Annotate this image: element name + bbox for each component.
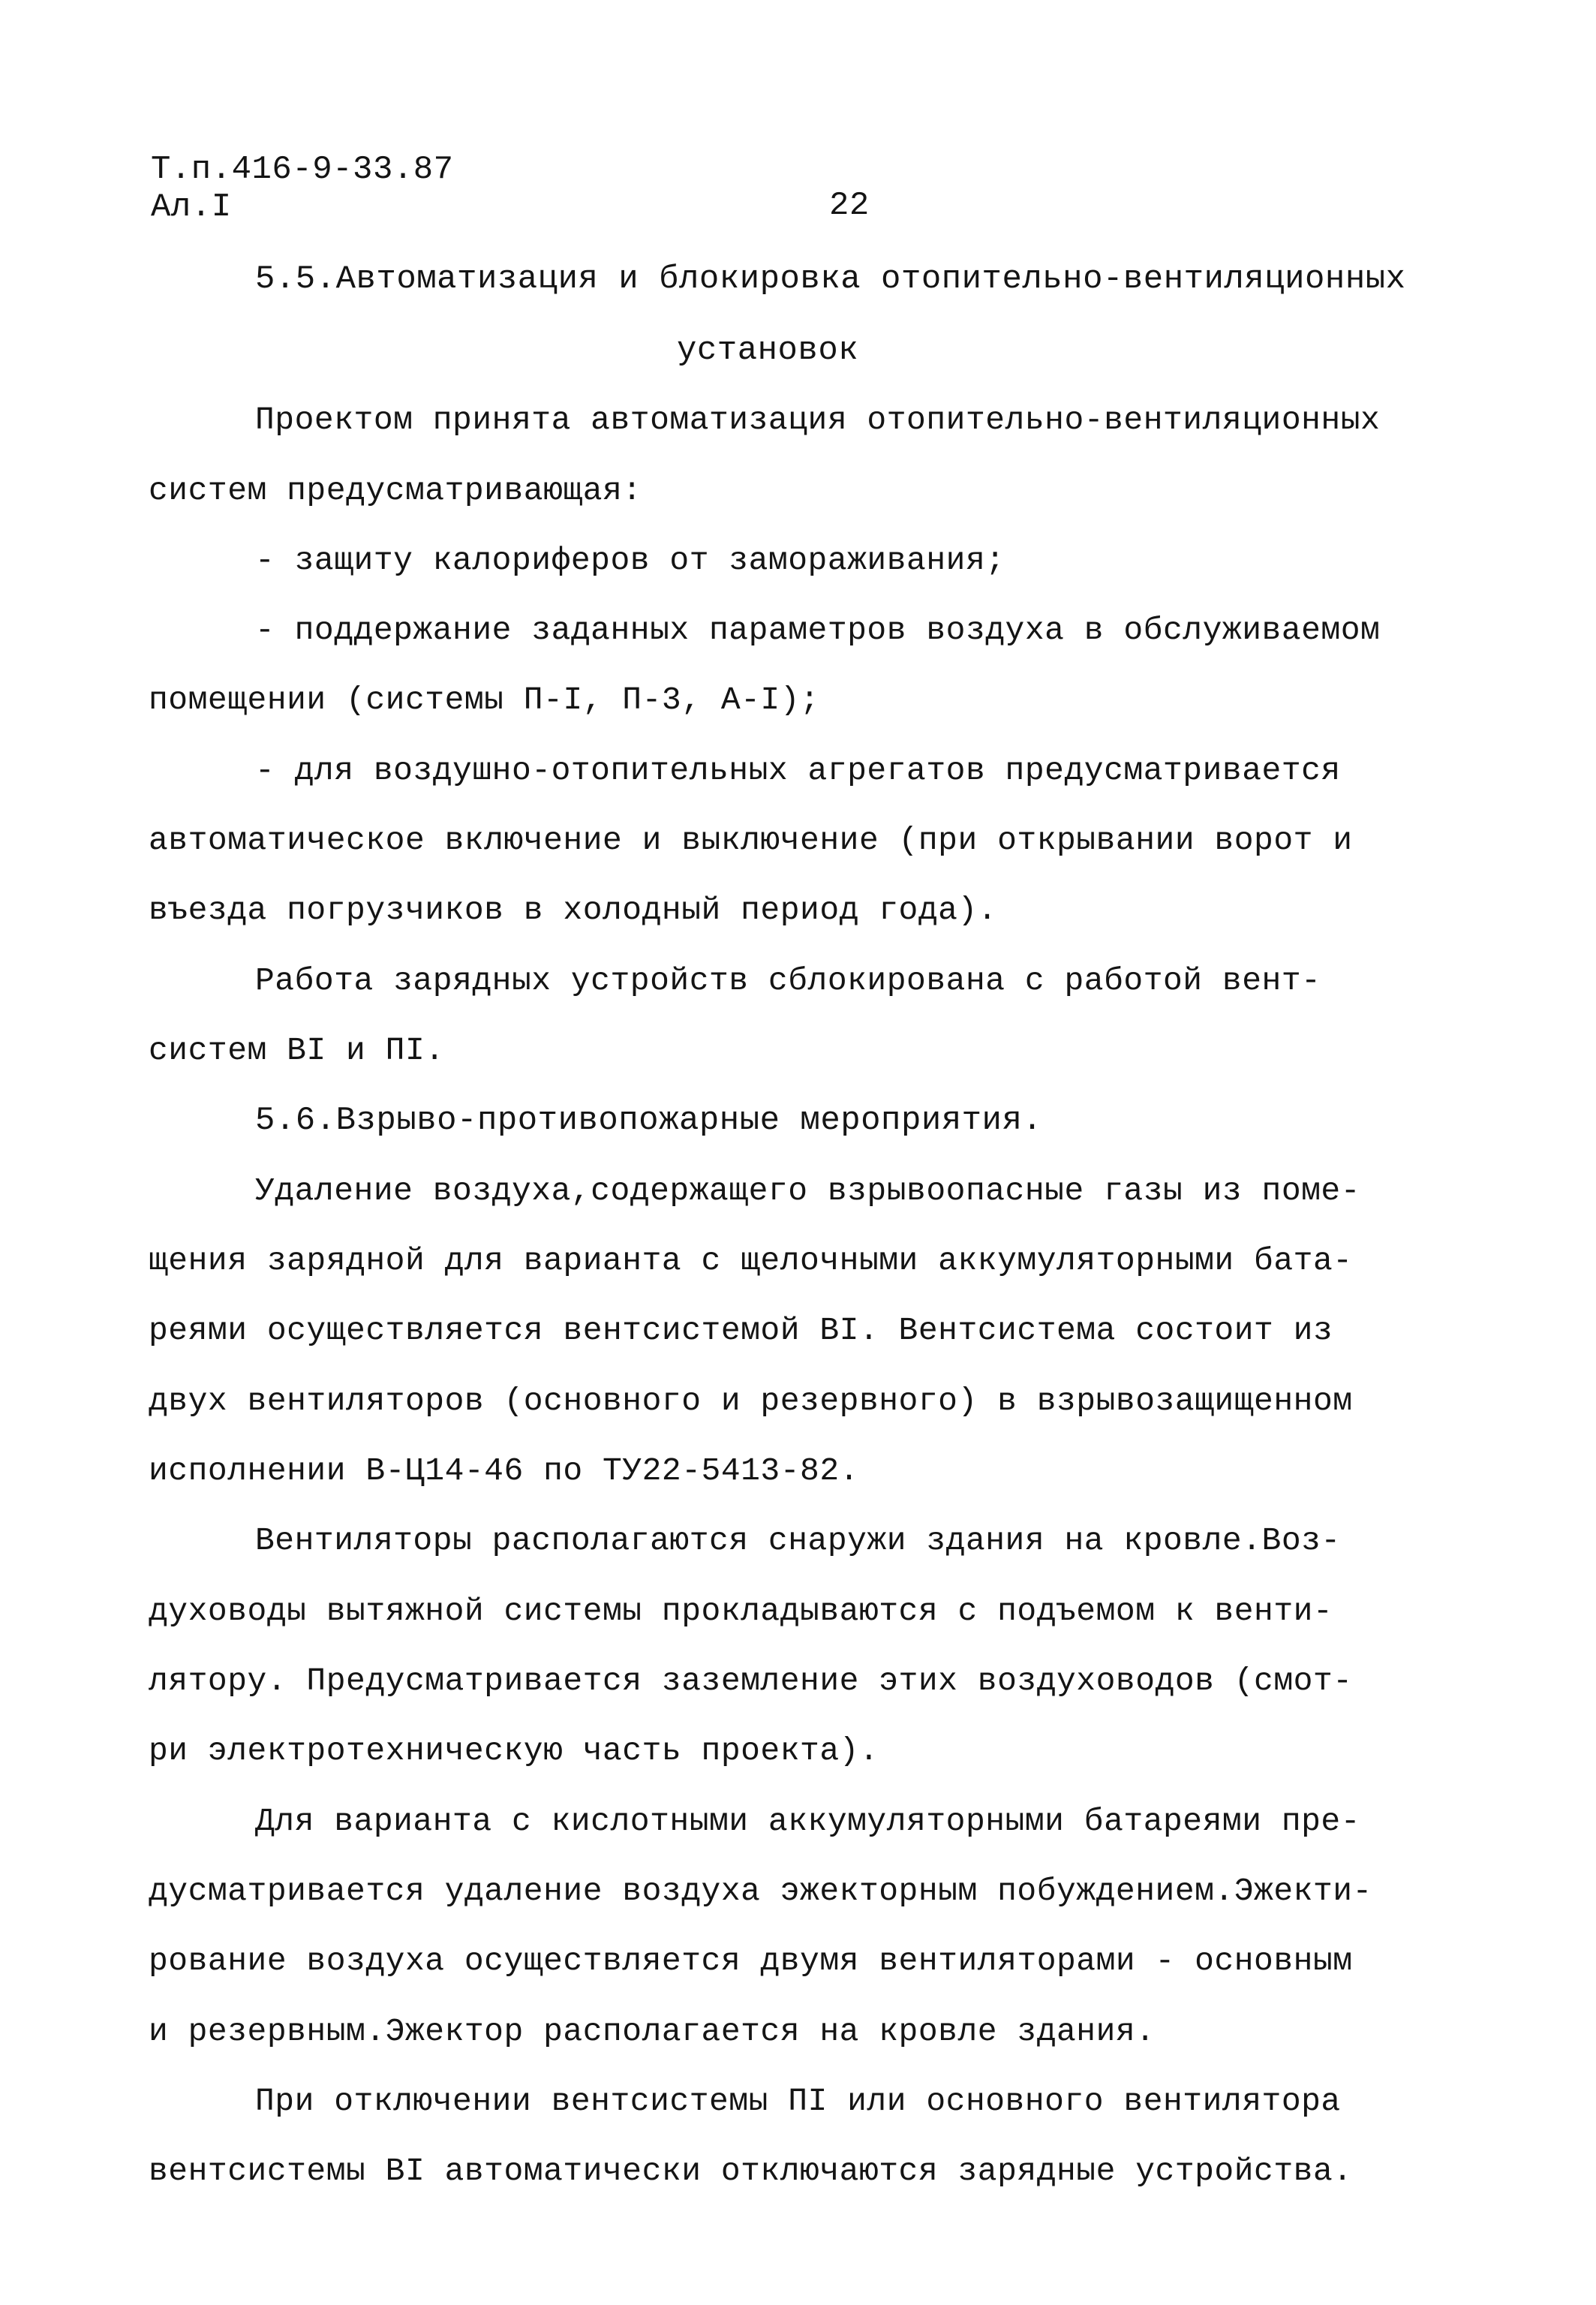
paragraph-line: При отключении вентсистемы ПI или основного вентилятора (255, 2083, 1341, 2120)
section-5-6-title: 5.6.Взрыво-противопожарные мероприятия. (255, 1102, 1043, 1139)
paragraph-line: систем BI и ПI. (149, 1032, 445, 1069)
paragraph-line: исполнении В-Ц14-46 по ТУ22-5413-82. (149, 1452, 859, 1489)
paragraph-line: Проектом принята автоматизация отопительно-вентиляционных (255, 402, 1381, 438)
paragraph-line: дусматривается удаление воздуха эжекторным побуждением.Эжекти- (149, 1873, 1372, 1909)
paragraph-line: вентсистемы BI автоматически отключаются зарядные устройства. (149, 2153, 1353, 2189)
list-item-line: автоматическое включение и выключение (при открывании ворот и (149, 822, 1353, 859)
paragraph-line: лятору. Предусматривается заземление этих воздуховодов (смот- (149, 1663, 1353, 1699)
paragraph-line: Удаление воздуха,содержащего взрывоопасные газы из поме- (255, 1172, 1361, 1209)
list-item-line: - поддержание заданных параметров воздуха в обслуживаемом (255, 612, 1381, 648)
album-label: Ал.I (151, 188, 232, 226)
paragraph-line: систем предусматривающая: (149, 472, 642, 509)
paragraph-line: ри электротехническую часть проекта). (149, 1732, 879, 1769)
paragraph-line: щения зарядной для варианта с щелочными аккумуляторными бата- (149, 1242, 1353, 1279)
section-5-5-title-line-1: 5.5.Автоматизация и блокировка отопительно-вентиляционных (255, 260, 1406, 298)
section-5-5-title-line-2: установок (677, 332, 859, 369)
list-item-line: - защиту калориферов от замораживания; (255, 542, 1005, 579)
paragraph-line: рование воздуха осуществляется двумя вентиляторами - основным (149, 1942, 1353, 1979)
doc-code: Т.п.416-9-33.87 (151, 151, 454, 188)
paragraph-line: и резервным.Эжектор располагается на кровле здания. (149, 2013, 1156, 2050)
paragraph-line: Для варианта с кислотными аккумуляторными батареями пре- (255, 1803, 1361, 1840)
list-item-line: въезда погрузчиков в холодный период года). (149, 892, 998, 928)
paragraph-line: двух вентиляторов (основного и резервного) в взрывозащищенном (149, 1383, 1353, 1419)
paragraph-line: Вентиляторы располагаются снаружи здания на кровле.Воз- (255, 1522, 1341, 1559)
list-item-line: помещении (системы П-I, П-3, А-I); (149, 682, 820, 718)
paragraph-line: Работа зарядных устройств сблокирована с работой вент- (255, 962, 1321, 999)
page-number: 22 (829, 187, 870, 224)
list-item-line: - для воздушно-отопительных агрегатов предусматривается (255, 752, 1341, 789)
paragraph-line: духоводы вытяжной системы прокладываются с подъемом к венти- (149, 1593, 1333, 1629)
paragraph-line: реями осуществляется вентсистемой BI. Вентсистема состоит из (149, 1312, 1333, 1349)
